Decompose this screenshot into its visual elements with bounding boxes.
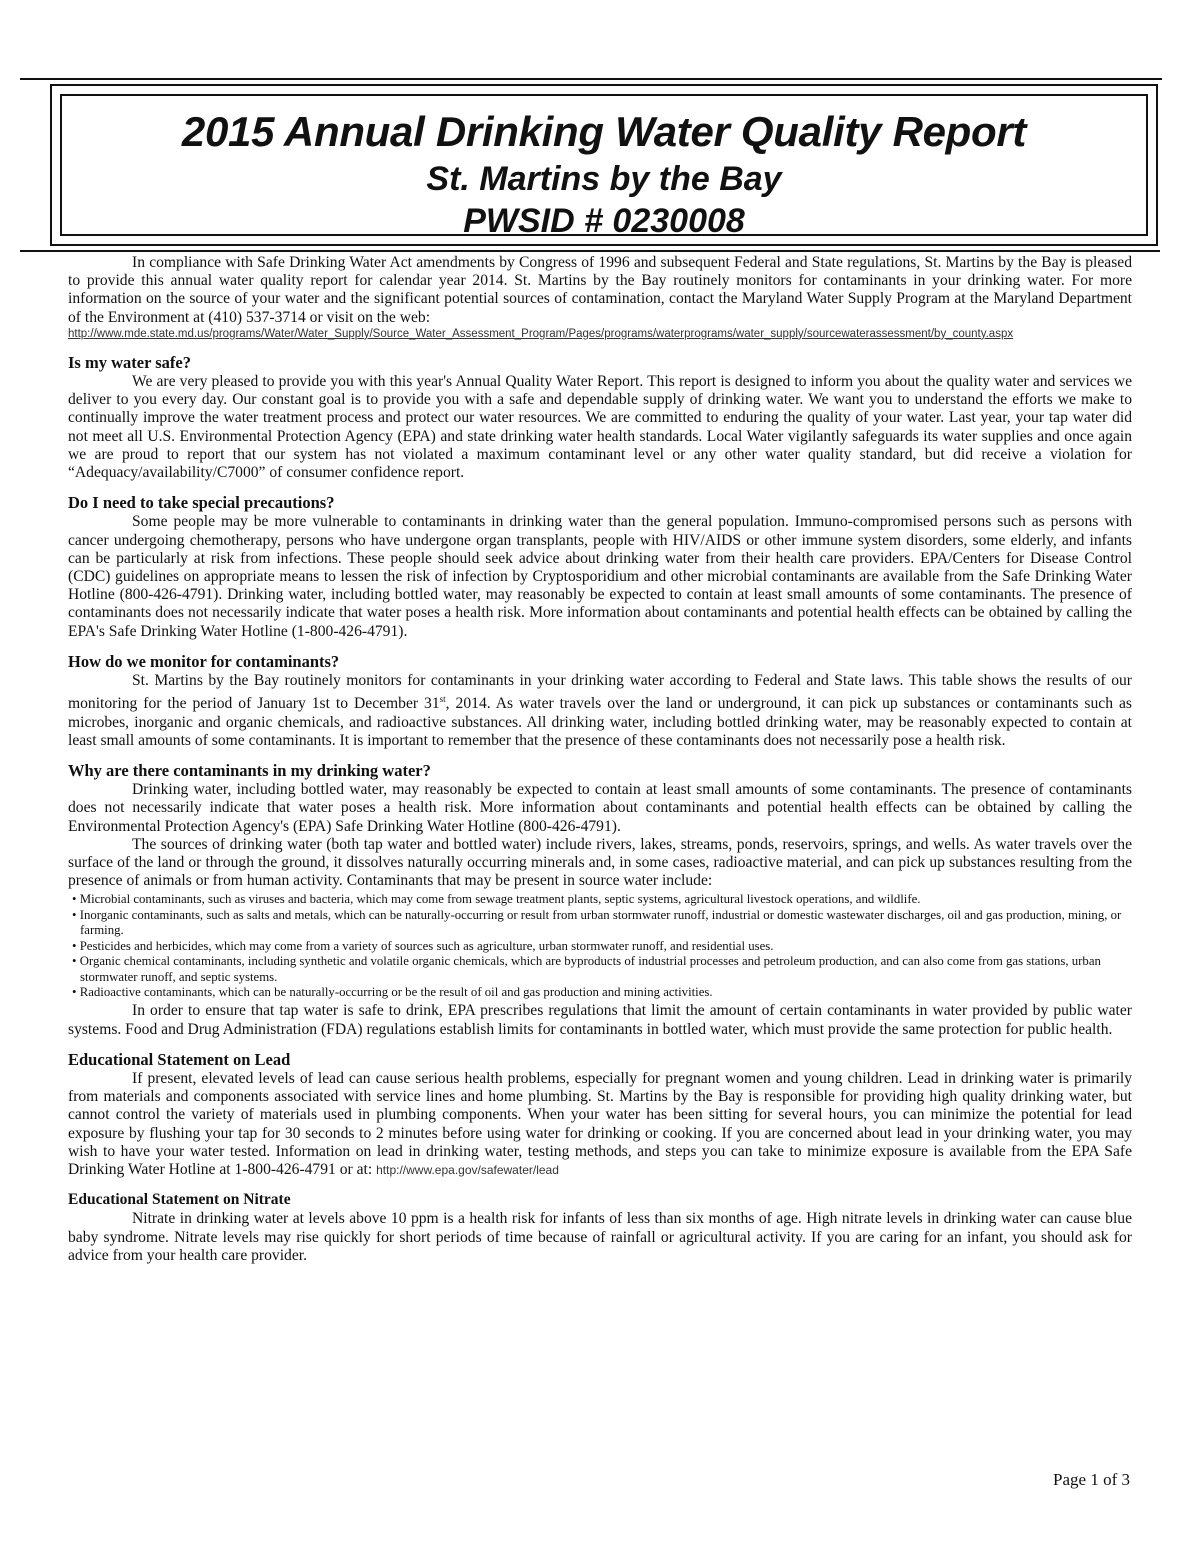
- why-paragraph-2: The sources of drinking water (both tap water and bottled water) include rivers, lakes, streams, ponds, reservoirs, springs, and wells. As water travels over the surface of the land or through the ground, it dissolves naturally occurring minerals and, in some cases, radioactive material, and can pick up substances resulting from the presence of animals or from human activity. Contaminants that may be present in source water include:: [68, 835, 1132, 890]
- header-rule-bottom: [20, 250, 1160, 252]
- epa-lead-link[interactable]: http://www.epa.gov/safewater/lead: [376, 1162, 559, 1177]
- source-water-assessment-link[interactable]: http://www.mde.state.md.us/programs/Water/Water_Supply/Source_Water_Assessment_Program/Pages/programs/waterprograms/water_supply/sourcewaterassessment/by_county.aspx: [68, 327, 1014, 340]
- heading-lead-statement: Educational Statement on Lead: [68, 1049, 291, 1069]
- heading-is-my-water-safe: Is my water safe?: [68, 352, 191, 372]
- lead-text: If present, elevated levels of lead can cause serious health problems, especially for pregnant women and young children. Lead in drinking water is primarily from materials and components associated with service lines and home plumbing. St. Martins by the Bay is responsible for providing high quality drinking water, but cannot control the variety of materials used in plumbing components. When your water has been sitting for several hours, you can minimize the potential for lead exposure by flushing your tap for 30 seconds to 2 minutes before using water for drinking or cooking. If you are concerned about lead in your drinking water, you may wish to have your water tested. Information on lead in drinking water, testing methods, and steps you can take to minimize exposure is available from the EPA Safe Drinking Water Hotline at 1-800-426-4791 or at:: [68, 1069, 1132, 1178]
- report-body: [68, 254, 1132, 1265]
- header-rule-top: [20, 78, 1162, 80]
- why-paragraph-3: In order to ensure that tap water is safe to drink, EPA prescribes regulations that limit the amount of certain contaminants in water provided by public water systems. Food and Drug Administration (FDA) regulations establish limits for contaminants in bottled water, which must provide the same protection for public health.: [68, 1002, 1132, 1038]
- header-box: [50, 84, 1158, 246]
- nitrate-paragraph: Nitrate in drinking water at levels above 10 ppm is a health risk for infants of less than six months of age. High nitrate levels in drinking water can cause blue baby syndrome. Nitrate levels may rise quickly for short periods of time because of rainfall or agricultural activity. If you are caring for an infant, you should ask for advice from your health care provider.: [68, 1210, 1132, 1264]
- heading-why-contaminants: Why are there contaminants in my drinking water?: [68, 761, 431, 781]
- header-inner-frame: [60, 94, 1148, 240]
- why-paragraph-1: Drinking water, including bottled water, may reasonably be expected to contain at least small amounts of some contaminants. The presence of contaminants does not necessarily indicate that water poses a health risk. More information about contaminants and potential health effects can be obtained by calling the Environmental Protection Agency's (EPA) Safe Drinking Water Hotline (800-426-4791).: [68, 781, 1132, 835]
- intro-paragraph: [68, 254, 1132, 327]
- list-item: • Microbial contaminants, such as viruses and bacteria, which may come from sewage treatment plants, septic systems, agricultural livestock operations, and wildlife.: [68, 892, 1132, 907]
- pwsid-number: PWSID # 0230008: [463, 202, 745, 240]
- heading-special-precautions: Do I need to take special precautions?: [68, 493, 335, 513]
- list-item: • Organic chemical contaminants, including synthetic and volatile organic chemicals, which are byproducts of industrial processes and petroleum production, and can also come from gas stations, urban stormwater runoff, and septic systems.: [68, 954, 1132, 985]
- lead-paragraph: [68, 1070, 1132, 1179]
- contaminant-list: [68, 892, 1132, 1000]
- intro-text: In compliance with Safe Drinking Water Act amendments by Congress of 1996 and subsequent Federal and State regulations, St. Martins by the Bay is pleased to provide this annual water quality report for calendar year 2014. St. Martins by the Bay routinely monitors for contaminants in your drinking water. For more information on the source of your water and the significant potential sources of contamination, contact the Maryland Water Supply Program at the Maryland Department of the Environment at (410) 537-3714 or visit on the web:: [68, 254, 1132, 326]
- monitor-text-after: , 2014. As water travels over the land or underground, it can pick up substances or contaminants such as microbes, inorganic and organic chemicals, and radioactive substances. All drinking water, including bottled drinking water, may be reasonably expected to contain at least small amounts of some contaminants. It is important to remember that the presence of these contaminants does not necessarily pose a health risk.: [68, 695, 1132, 749]
- list-item: • Inorganic contaminants, such as salts and metals, which can be naturally-occurring or result from urban stormwater runoff, industrial or domestic wastewater discharges, oil and gas production, mining, or farming.: [68, 908, 1132, 939]
- monitor-text-before: St. Martins by the Bay routinely monitors for contaminants in your drinking water according to Federal and State laws. This table shows the results of our monitoring for the period of January 1st to December 31: [68, 672, 1132, 713]
- monitor-paragraph: [68, 672, 1132, 750]
- list-item: • Pesticides and herbicides, which may come from a variety of sources such as agriculture, urban stormwater runoff, and residential uses.: [68, 939, 1132, 954]
- precautions-paragraph: Some people may be more vulnerable to contaminants in drinking water than the general population. Immuno-compromised persons such as persons with cancer undergoing chemotherapy, persons who have undergone organ transplants, people with HIV/AIDS or other immune system disorders, some elderly, and infants can be particularly at risk from infections. These people should seek advice about drinking water from their health care providers. EPA/Centers for Disease Control (CDC) guidelines on appropriate means to lessen the risk of infection by Cryptosporidium and other microbial contaminants are available from the Safe Drinking Water Hotline (800-426-4791). Drinking water, including bottled water, may reasonably be expected to contain at least small amounts of some contaminants. The presence of contaminants does not necessarily indicate that water poses a health risk. More information about contaminants and potential health effects can be obtained by calling the EPA's Safe Drinking Water Hotline (1-800-426-4791).: [68, 513, 1132, 640]
- system-name: St. Martins by the Bay: [426, 160, 782, 198]
- monitor-superscript: st: [439, 694, 446, 705]
- heading-nitrate-statement: Educational Statement on Nitrate: [68, 1191, 291, 1209]
- page-number: Page 1 of 3: [1053, 1470, 1130, 1489]
- report-title: 2015 Annual Drinking Water Quality Report: [181, 108, 1027, 155]
- heading-monitor-contaminants: How do we monitor for contaminants?: [68, 651, 340, 671]
- water-safe-paragraph: We are very pleased to provide you with this year's Annual Quality Water Report. This report is designed to inform you about the quality water and services we deliver to you every day. Our constant goal is to provide you with a safe and dependable supply of drinking water. We want you to understand the efforts we make to continually improve the water treatment process and protect our water resources. We are committed to enduring the quality of your water. Last year, your tap water did not meet all U.S. Environmental Protection Agency (EPA) and state drinking water health standards. Local Water vigilantly safeguards its water supplies and once again we are proud to report that our system has not violated a maximum contaminant level or any other water quality standard, but did receive a violation for “Adequacy/availability/C7000” of consumer confidence report.: [68, 373, 1132, 482]
- list-item: • Radioactive contaminants, which can be naturally-occurring or be the result of oil and gas production and mining activities.: [68, 985, 1132, 1000]
